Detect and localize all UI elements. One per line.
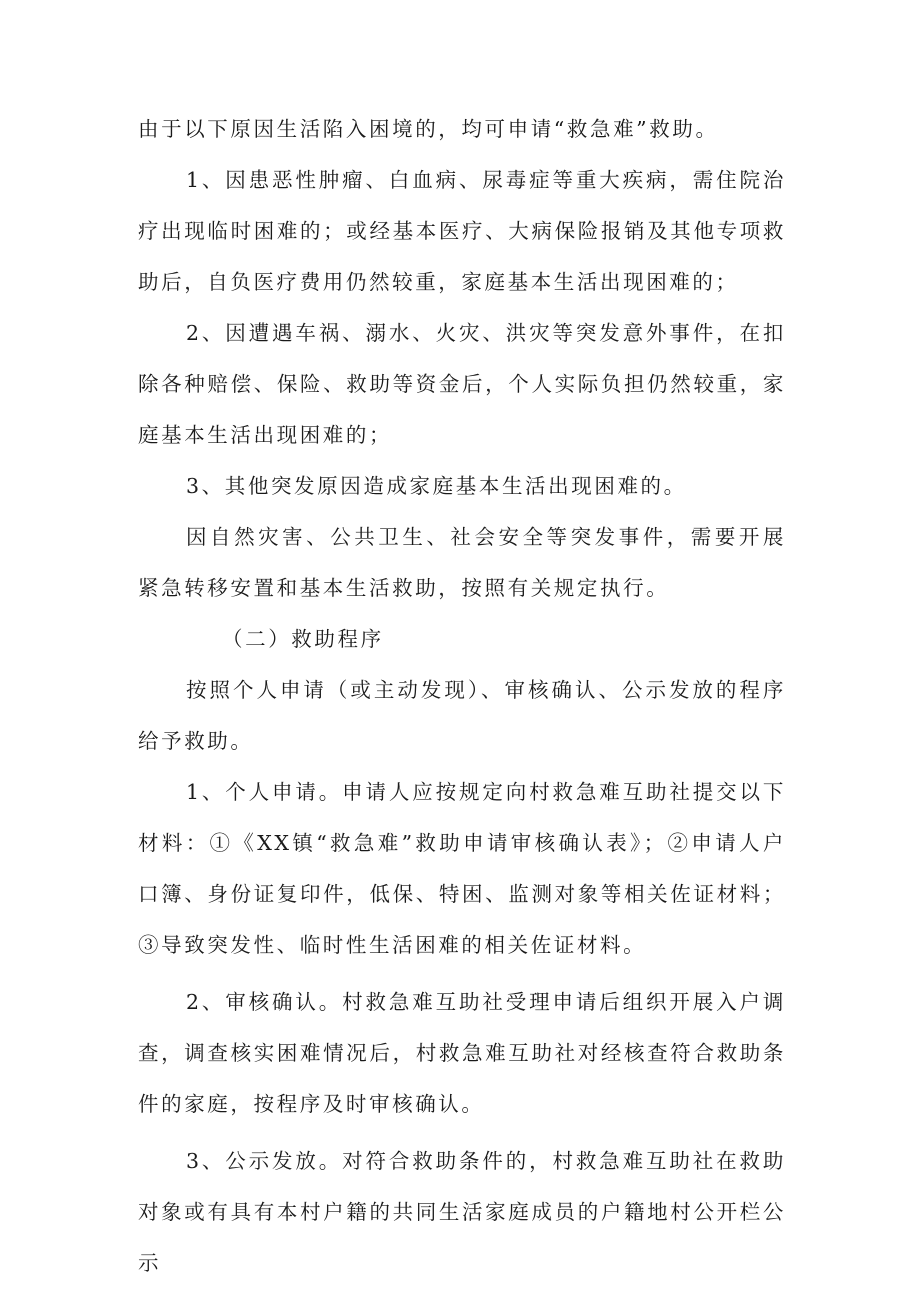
step-2-paragraph: 2、审核确认。村救急难互助社受理申请后组织开展入户调查，调查核实困难情况后，村救急难互助社对经核查符合救助条件的家庭，按程序及时审核确认。 [138, 990, 786, 1116]
document-page [138, 104, 786, 1289]
condition-1-paragraph: 1、因患恶性肿瘤、白血病、尿毒症等重大疾病，需住院治疗出现临时困难的；或经基本医疗、大病保险报销及其他专项救助后，自负医疗费用仍然较重，家庭基本生活出现困难的； [138, 168, 786, 294]
intro-paragraph: 由于以下原因生活陷入困境的，均可申请“救急难”救助。 [138, 117, 719, 141]
step-1-paragraph: 1、个人申请。申请人应按规定向村救急难互助社提交以下材料：①《XX镇“救急难”救助申请审核确认表》；②申请人户口簿、身份证复印件，低保、特困、监测对象等相关佐证材料；③导致突发性、临时性生活困难的相关佐证材料。 [138, 780, 786, 957]
section-heading-procedure: （二）救助程序 [222, 627, 384, 651]
procedure-summary-paragraph: 按照个人申请（或主动发现）、审核确认、公示发放的程序给予救助。 [138, 678, 786, 753]
step-3-paragraph: 3、公示发放。对符合救助条件的，村救急难互助社在救助对象或有具有本村户籍的共同生活家庭成员的户籍地村公开栏公示 [138, 1149, 786, 1275]
condition-2-paragraph: 2、因遭遇车祸、溺水、火灾、洪灾等突发意外事件，在扣除各种赔偿、保险、救助等资金后，个人实际负担仍然较重，家庭基本生活出现困难的； [138, 321, 786, 447]
disaster-note-paragraph: 因自然灾害、公共卫生、社会安全等突发事件，需要开展紧急转移安置和基本生活救助，按照有关规定执行。 [138, 525, 786, 600]
condition-3-paragraph: 3、其他突发原因造成家庭基本生活出现困难的。 [186, 474, 687, 498]
